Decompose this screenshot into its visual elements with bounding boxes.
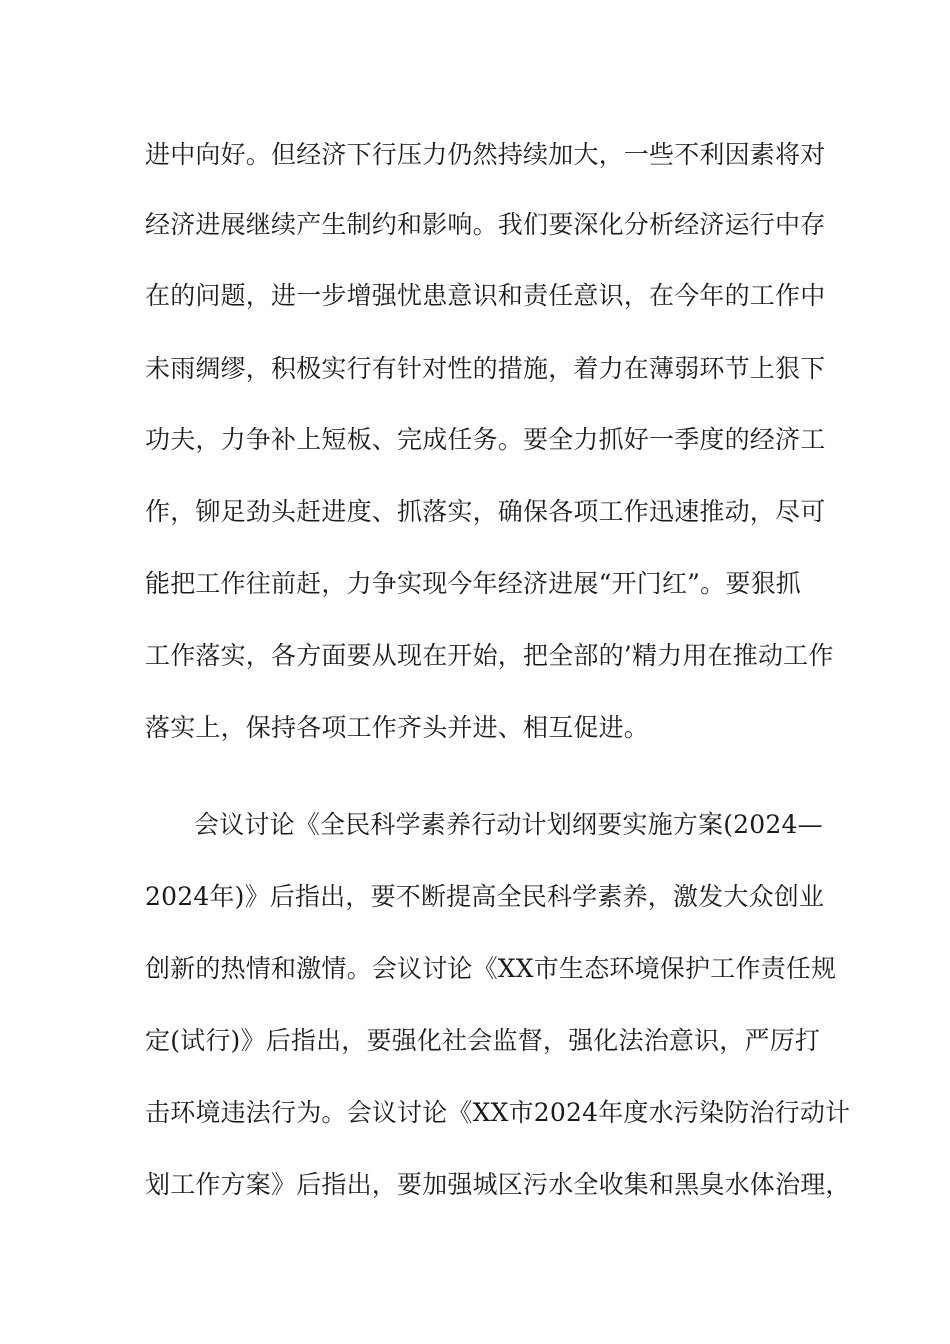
text-line: 能把工作往前赶，力争实现今年经济进展“开门红”。要狠抓 (145, 569, 801, 598)
text-line: 功夫，力争补上短板、完成任务。要全力抓好一季度的经济工 (145, 425, 826, 454)
text-line: 未雨绸缪，积极实行有针对性的措施，着力在薄弱环节上狠下 (145, 354, 826, 383)
text-line: 定(试行)》后指出，要强化社会监督，强化法治意识，严厉打 (145, 1026, 821, 1055)
text-line: 在的问题，进一步增强忧患意识和责任意识，在今年的工作中 (145, 281, 826, 310)
text-line: 工作落实，各方面要从现在开始，把全部的’精力用在推动工作 (145, 641, 834, 670)
text-line: 落实上，保持各项工作齐头并进、相互促进。 (145, 713, 650, 742)
text-line: 进中向好。但经济下行压力仍然持续加大，一些不利因素将对 (145, 140, 826, 169)
text-line: 作，铆足劲头赶进度、抓落实，确保各项工作迅速推动，尽可 (145, 497, 826, 526)
paragraph-first-line: 会议讨论《全民科学素养行动计划纲要实施方案(2024— (194, 810, 823, 839)
text-line: 划工作方案》后指出，要加强城区污水全收集和黑臭水体治理， (145, 1170, 851, 1199)
text-line: 经济进展继续产生制约和影响。我们要深化分析经济运行中存 (145, 210, 826, 239)
text-line: 击环境违法行为。会议讨论《XX市2024年度水污染防治行动计 (145, 1098, 851, 1127)
text-line: 创新的热情和激情。会议讨论《XX市生态环境保护工作责任规 (145, 954, 837, 983)
text-line: 2024年)》后指出，要不断提高全民科学素养，激发大众创业 (145, 882, 825, 911)
